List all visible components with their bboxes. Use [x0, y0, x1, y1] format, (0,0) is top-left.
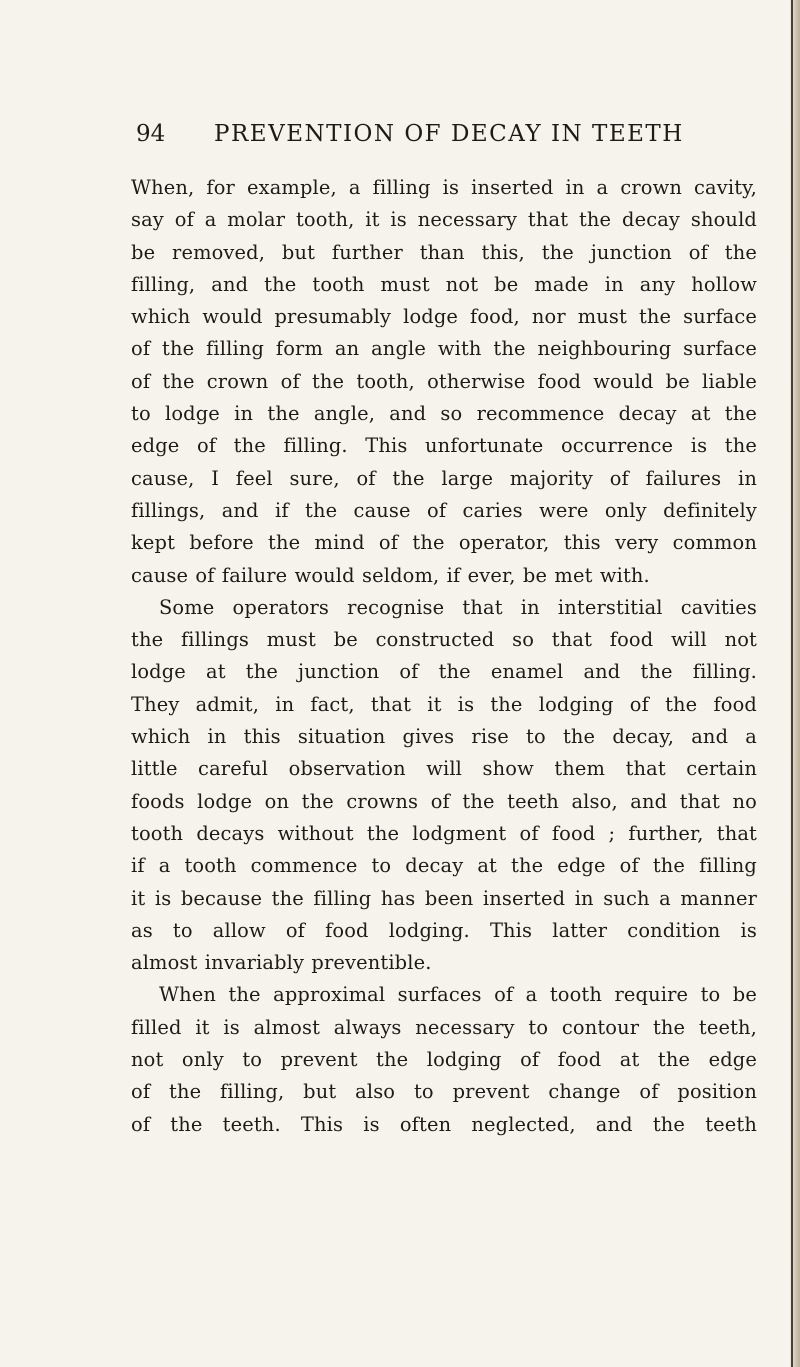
text-line: When the approximal surfaces of a tooth require to be — [159, 983, 757, 1007]
text-line: lodge at the junction of the enamel and the filling. — [131, 660, 757, 684]
text-line: cause, I feel sure, of the large majority of failures in — [131, 466, 757, 490]
text-line: filling, and the tooth must not be made in any hollow — [131, 272, 757, 296]
text-line: fillings, and if the cause of caries were only definitely — [131, 498, 757, 522]
text-line: They admit, in fact, that it is the lodging of the food — [131, 692, 757, 716]
text-line: filled it is almost always necessary to contour the teeth, — [131, 1015, 757, 1039]
text-line: say of a molar tooth, it is necessary that the decay should — [131, 208, 757, 232]
text-line: of the teeth. This is often neglected, and the teeth — [131, 1112, 757, 1136]
text-line: if a tooth commence to decay at the edge of the filling — [131, 854, 757, 878]
text-line: not only to prevent the lodging of food at the edge — [131, 1048, 757, 1072]
text-line: tooth decays without the lodgment of food ; further, that — [131, 821, 757, 845]
text-line: foods lodge on the crowns of the teeth also, and that no — [131, 789, 757, 813]
text-line: Some operators recognise that in interstitial cavities — [159, 595, 757, 619]
text-line: which in this situation gives rise to the decay, and a — [131, 725, 757, 749]
text-line: the fillings must be constructed so that food will not — [131, 628, 757, 652]
text-line: it is because the filling has been inserted in such a manner — [131, 886, 757, 910]
text-line: which would presumably lodge food, nor must the surface — [131, 305, 757, 329]
page-number: 94 — [136, 121, 166, 147]
text-line: edge of the filling. This unfortunate occurrence is the — [131, 434, 757, 458]
text-line: of the filling, but also to prevent change of position — [131, 1080, 757, 1104]
text-line: kept before the mind of the operator, this very common — [131, 531, 757, 555]
running-header — [136, 121, 756, 151]
text-line: cause of failure would seldom, if ever, be met with. — [131, 563, 650, 587]
running-title: PREVENTION OF DECAY IN TEETH — [214, 121, 684, 147]
text-line: as to allow of food lodging. This latter condition is — [131, 918, 757, 942]
text-line: When, for example, a filling is inserted in a crown cavity, — [131, 176, 757, 199]
text-line: of the filling form an angle with the neighbouring surface — [131, 337, 757, 361]
text-line: little careful observation will show them that certain — [131, 757, 757, 781]
body-text — [131, 172, 757, 1141]
binding-line — [791, 0, 793, 1367]
text-line: to lodge in the angle, and so recommence decay at the — [131, 402, 757, 426]
text-line: almost invariably preventible. — [131, 951, 432, 975]
text-line: be removed, but further than this, the junction of the — [131, 240, 757, 264]
text-line: of the crown of the tooth, otherwise food would be liable — [131, 369, 757, 393]
